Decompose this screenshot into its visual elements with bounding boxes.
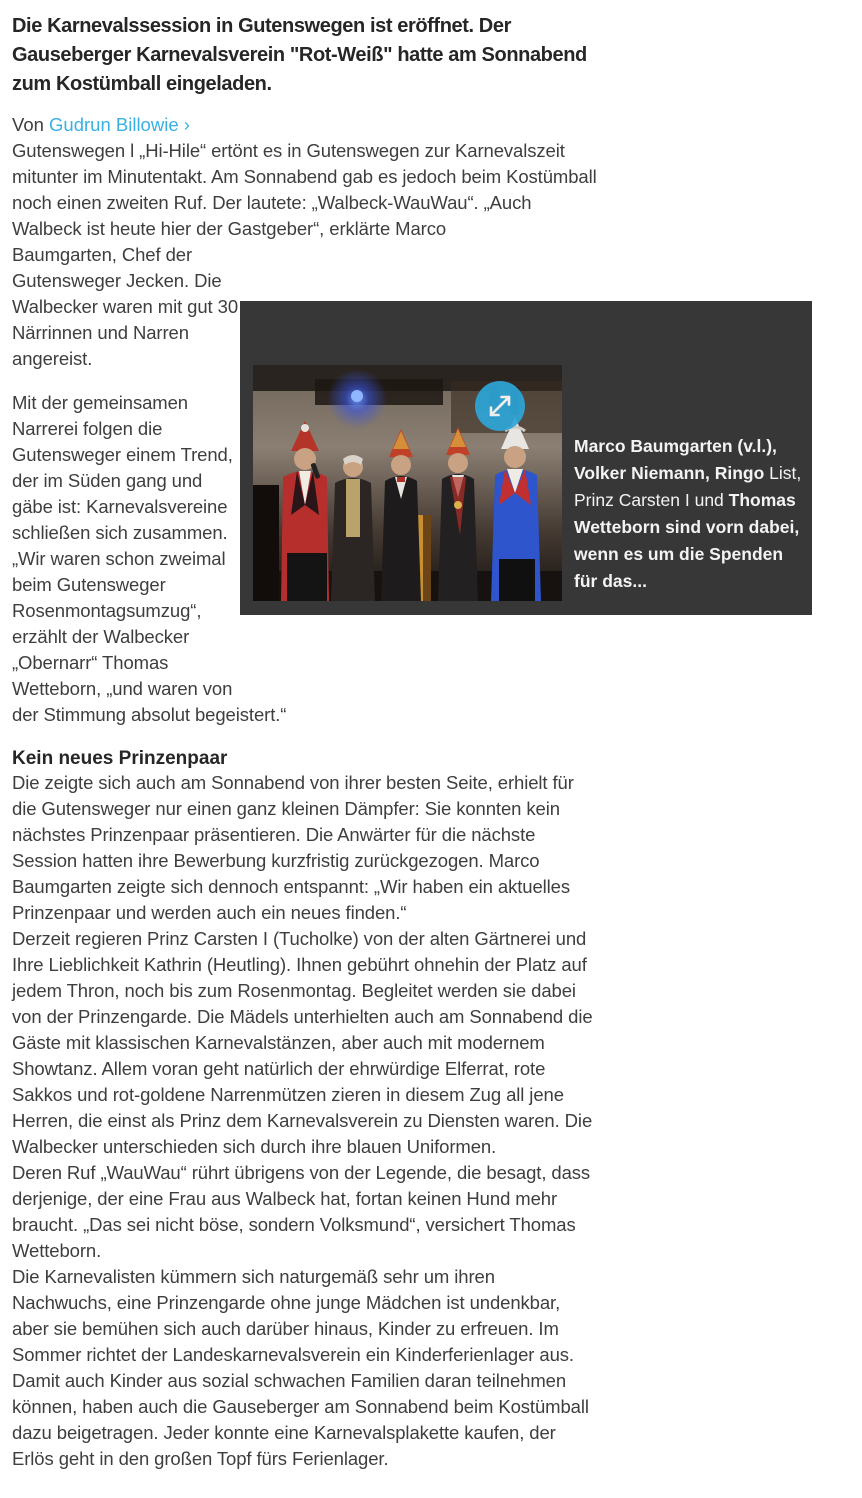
wrap-zone bbox=[12, 242, 812, 728]
byline-prefix: Von bbox=[12, 114, 50, 135]
paragraph-prinzenpaar: Die zeigte sich auch am Sonnabend von ihrer besten Seite, erhielt für die Gutensweger nur einen ganz kleinen Dämpfer: Sie konnten kein nächstes Prinzenpaar präsentieren. Die Anwärter für die nächste Session hatten ihre Bewerbung kurzfristig zurückgezogen. Marco Baumgarten zeigte sich dennoch entspannt: „Wir haben ein aktuelles Prinzenpaar und werden auch ein neues finden.“ bbox=[12, 772, 574, 923]
paragraph-intro: Gutenswegen l „Hi-Hile“ ertönt es in Gutenswegen zur Karnevalszeit mitunter im Minutentakt. Am Sonnabend gab es jedoch beim Kostümball noch einen zweiten Ruf. Der lautete: „Walbeck-WauWau“. „Auch Walbeck ist heute hier der Gastgeber“, erklärte Marco bbox=[12, 140, 597, 239]
paragraph-regenten: Derzeit regieren Prinz Carsten I (Tucholke) von der alten Gärtnerei und Ihre Lieblichkeit Kathrin (Heutling). Ihnen gebührt ohnehin der Platz auf jedem Thron, noch bis zum Rosenmontag. Begleitet werden sie dabei von der Prinzengarde. Die Mädels unterhielten auch am Sonnabend die Gäste mit klassischen Karnevalstänzen, aber auch mit modernem Showtanz. Allem voran geht natürlich der ehrwürdige Elferrat, rote Sakkos und rot-goldene Narrenmützen zieren in diesem Zug all jene Herren, die einst als Prinz dem Karnevalsverein zu Diensten waren. Die Walbecker unterschieden sich durch ihre blauen Uniformen. bbox=[12, 928, 593, 1157]
expand-arrows-icon bbox=[475, 381, 525, 431]
caption-part-1: Marco Baumgarten (v.l.), Volker Niemann, Ringo bbox=[574, 436, 777, 483]
paragraph-narrerei: Mit der gemeinsamen Narrerei folgen die Gutensweger einem Trend, der im Süden gang und gäbe ist: Karnevalsvereine schließen sich zusammen. „Wir waren schon zweimal beim Gutensweger Rosenmontagsumzug“, erzählt der Walbecker „Obernarr“ Thomas Wetteborn, „und waren von der Stimmung absolut begeistert.“ bbox=[12, 392, 287, 725]
paragraph-wauwau-legende: Deren Ruf „WauWau“ rührt übrigens von der Legende, die besagt, dass derjenige, der eine Frau aus Walbeck hat, fortan keinen Hund mehr braucht. „Das sei nicht böse, sondern Volksmund“, versichert Thomas Wetteborn. bbox=[12, 1162, 591, 1261]
section-subhead: Kein neues Prinzenpaar bbox=[12, 748, 228, 769]
paragraph-kinderferienlager: Die Karnevalisten kümmern sich naturgemäß sehr um ihren Nachwuchs, eine Prinzengarde ohne junge Mädchen ist undenkbar, aber sie bemühen sich auch darüber hinaus, Kinder zu erfreuen. Im Sommer richtet der Landeskarnevalsverein ein Kinderferienlager aus. Damit auch Kinder aus sozial schwachen Familien daran teilnehmen können, haben auch die Gauseberger am Sonnabend beim Kostümball dazu beigetragen. Jeder konnte eine Karnevalsplakette kaufen, der Erlös geht in den großen Topf fürs Ferienlager. bbox=[12, 1266, 589, 1469]
caption-part-3: Thomas Wetteborn sind vorn dabei, wenn es um die Spenden für das... bbox=[574, 490, 800, 591]
expand-button[interactable] bbox=[475, 381, 525, 431]
byline bbox=[12, 111, 812, 138]
figure-image-box bbox=[240, 301, 812, 615]
author-link[interactable]: Gudrun Billowie › bbox=[49, 114, 190, 135]
caption-part-2: List, Prinz Carsten I und bbox=[574, 463, 802, 510]
photo-caption bbox=[574, 433, 806, 595]
paragraph-wrap-continuation: Baumgarten, Chef der Gutensweger Jecken. Die Walbecker waren mit gut 30 Närrinnen und Narren angereist. bbox=[12, 244, 239, 369]
lead-paragraph: Die Karnevalssession in Gutenswegen ist eröffnet. Der Gauseberger Karnevalsverein "Rot-Weiß" hatte am Sonnabend zum Kostümball eingeladen. bbox=[12, 15, 587, 95]
